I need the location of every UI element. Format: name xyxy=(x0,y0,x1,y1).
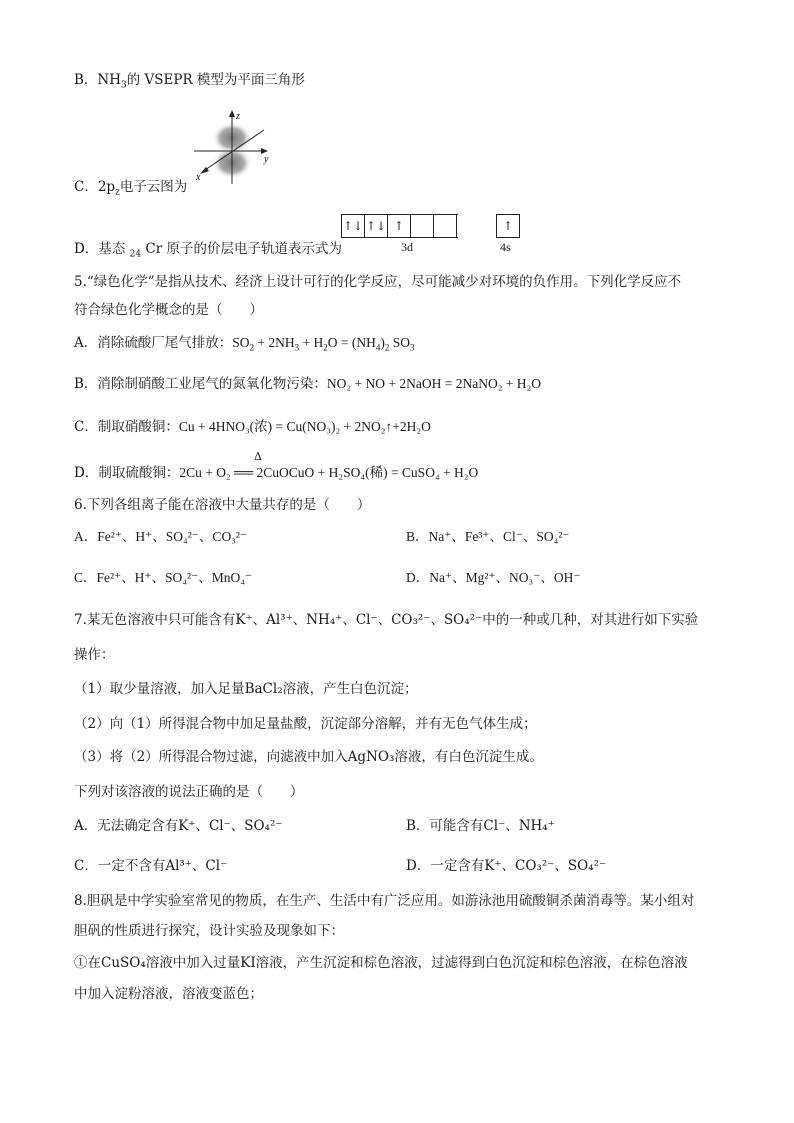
q6-stem: 6.下列各组离子能在溶液中大量共存的是（ ） xyxy=(74,497,371,513)
q7-option-d: D．一定含有K⁺、CO₃²⁻、SO₄²⁻ xyxy=(406,858,607,874)
q7-option-b: B．可能含有Cl⁻、NH₄⁺ xyxy=(406,818,555,834)
q8-stem-line1: 8.胆矾是中学实验室常见的物质，在生产、生活中有广泛应用。如游泳池用硫酸铜杀菌消毒等。某小组对 xyxy=(74,893,695,909)
q4-option-b: B．$NH_3$的 VSEPR 模型为平面三角形 xyxy=(74,72,305,91)
q7-question: 下列对该溶液的说法正确的是（ ） xyxy=(74,784,304,800)
q5-option-c-equation: Cu + 4HNO₃(浓) = Cu(NO₃)₂ + 2NO₂↑+2H₂O xyxy=(178,419,431,434)
q5-option-d: D．制取硫酸铜：2Cu + O₂ ══ 2CuOCuO + H₂SO₄(稀) = CuSO₄ + H₂O xyxy=(74,465,479,481)
q5-option-b-equation: NO₂ + NO + 2NaOH = 2NaNO₂ + H₂O xyxy=(326,376,541,391)
q7-option-c: C．一定不含有Al³⁺、Cl⁻ xyxy=(74,858,228,874)
label-4s: 4s xyxy=(500,240,511,254)
q6-option-a: A．Fe²⁺、H⁺、SO₄²⁻、CO₃²⁻ xyxy=(74,529,248,544)
q5-option-c: C．制取硝酸铜：Cu + 4HNO₃(浓) = Cu(NO₃)₂ + 2NO₂↑+2H₂O xyxy=(74,419,431,435)
q6-option-d: D．Na⁺、Mg²⁺、NO₃⁻、OH⁻ xyxy=(406,570,581,585)
q5-option-b: B．消除制硝酸工业尾气的氮氧化物污染：NO₂ + NO + 2NaOH = 2NaNO₂ + H₂O xyxy=(74,376,541,392)
q4-option-d: D．基态 $_{24}$ Cr 原子的价层电子轨道表示式为 xyxy=(74,241,342,260)
q4-option-c: C．$2p_z$电子云图为 xyxy=(74,179,188,198)
q5-option-d-equation: 2Cu + O₂ ══ 2CuOCuO + H₂SO₄(稀) = CuSO₄ + H₂O xyxy=(179,465,479,480)
orbital-4s-box xyxy=(496,214,520,238)
orbital-box: ↑ xyxy=(497,215,520,237)
q7-stem-line2: 操作： xyxy=(74,647,115,663)
q7-stem-line1: 7.某无色溶液中只可能含有K⁺、Al³⁺、NH₄⁺、Cl⁻、CO₃²⁻、SO₄²⁻中的一种或几种，对其进行如下实验 xyxy=(74,612,699,628)
q7-step-3: （3）将（2）所得混合物过滤，向滤液中加入AgNO₃溶液，有白色沉淀生成。 xyxy=(74,749,543,765)
q7-step-1: （1）取少量溶液，加入足量BaCl₂溶液，产生白色沉淀； xyxy=(74,681,418,697)
heat-delta-symbol: Δ xyxy=(254,450,262,463)
x-axis-label: x xyxy=(196,172,201,183)
q5-stem-line1: 5.“绿色化学”是指从技术、经济上设计可行的化学反应，尽可能减少对环境的负作用。下列化学反应不 xyxy=(74,274,682,290)
orbital-3d-boxes xyxy=(341,214,458,238)
q5-stem-line2: 符合绿色化学概念的是（ ） xyxy=(74,302,263,318)
q7-option-a: A．无法确定含有K⁺、Cl⁻、SO₄²⁻ xyxy=(74,818,283,834)
q8-item-1-line2: 中加入淀粉溶液，溶液变蓝色； xyxy=(74,986,263,1002)
orbital-box: ↑↓ xyxy=(365,215,388,237)
orbital-box: ↑ xyxy=(388,215,411,237)
y-axis-label: y xyxy=(264,154,269,165)
orbital-box xyxy=(434,215,457,237)
orbital-box: ↑↓ xyxy=(342,215,365,237)
pz-electron-cloud-figure xyxy=(188,108,278,190)
q8-stem-line2: 胆矾的性质进行探究，设计实验及现象如下： xyxy=(74,923,344,939)
q7-step-2: （2）向（1）所得混合物中加足量盐酸，沉淀部分溶解，并有无色气体生成； xyxy=(74,716,537,732)
label-3d: 3d xyxy=(401,240,413,254)
q6-option-b: B．Na⁺、Fe³⁺、Cl⁻、SO₄²⁻ xyxy=(406,529,570,544)
q6-option-c: C．Fe²⁺、H⁺、SO₄²⁻、MnO₄⁻ xyxy=(74,570,253,585)
q8-item-1-line1: ①在CuSO₄溶液中加入过量KI溶液，产生沉淀和棕色溶液，过滤得到白色沉淀和棕色溶液，在棕色溶液 xyxy=(74,955,688,971)
orbital-box xyxy=(411,215,434,237)
z-axis-label: z xyxy=(236,111,240,122)
q5-option-a: A．消除硫酸厂尾气排放：$SO_2 + 2NH_3 + H_2O = (NH_4)_2$ $SO_3$ xyxy=(74,335,415,353)
